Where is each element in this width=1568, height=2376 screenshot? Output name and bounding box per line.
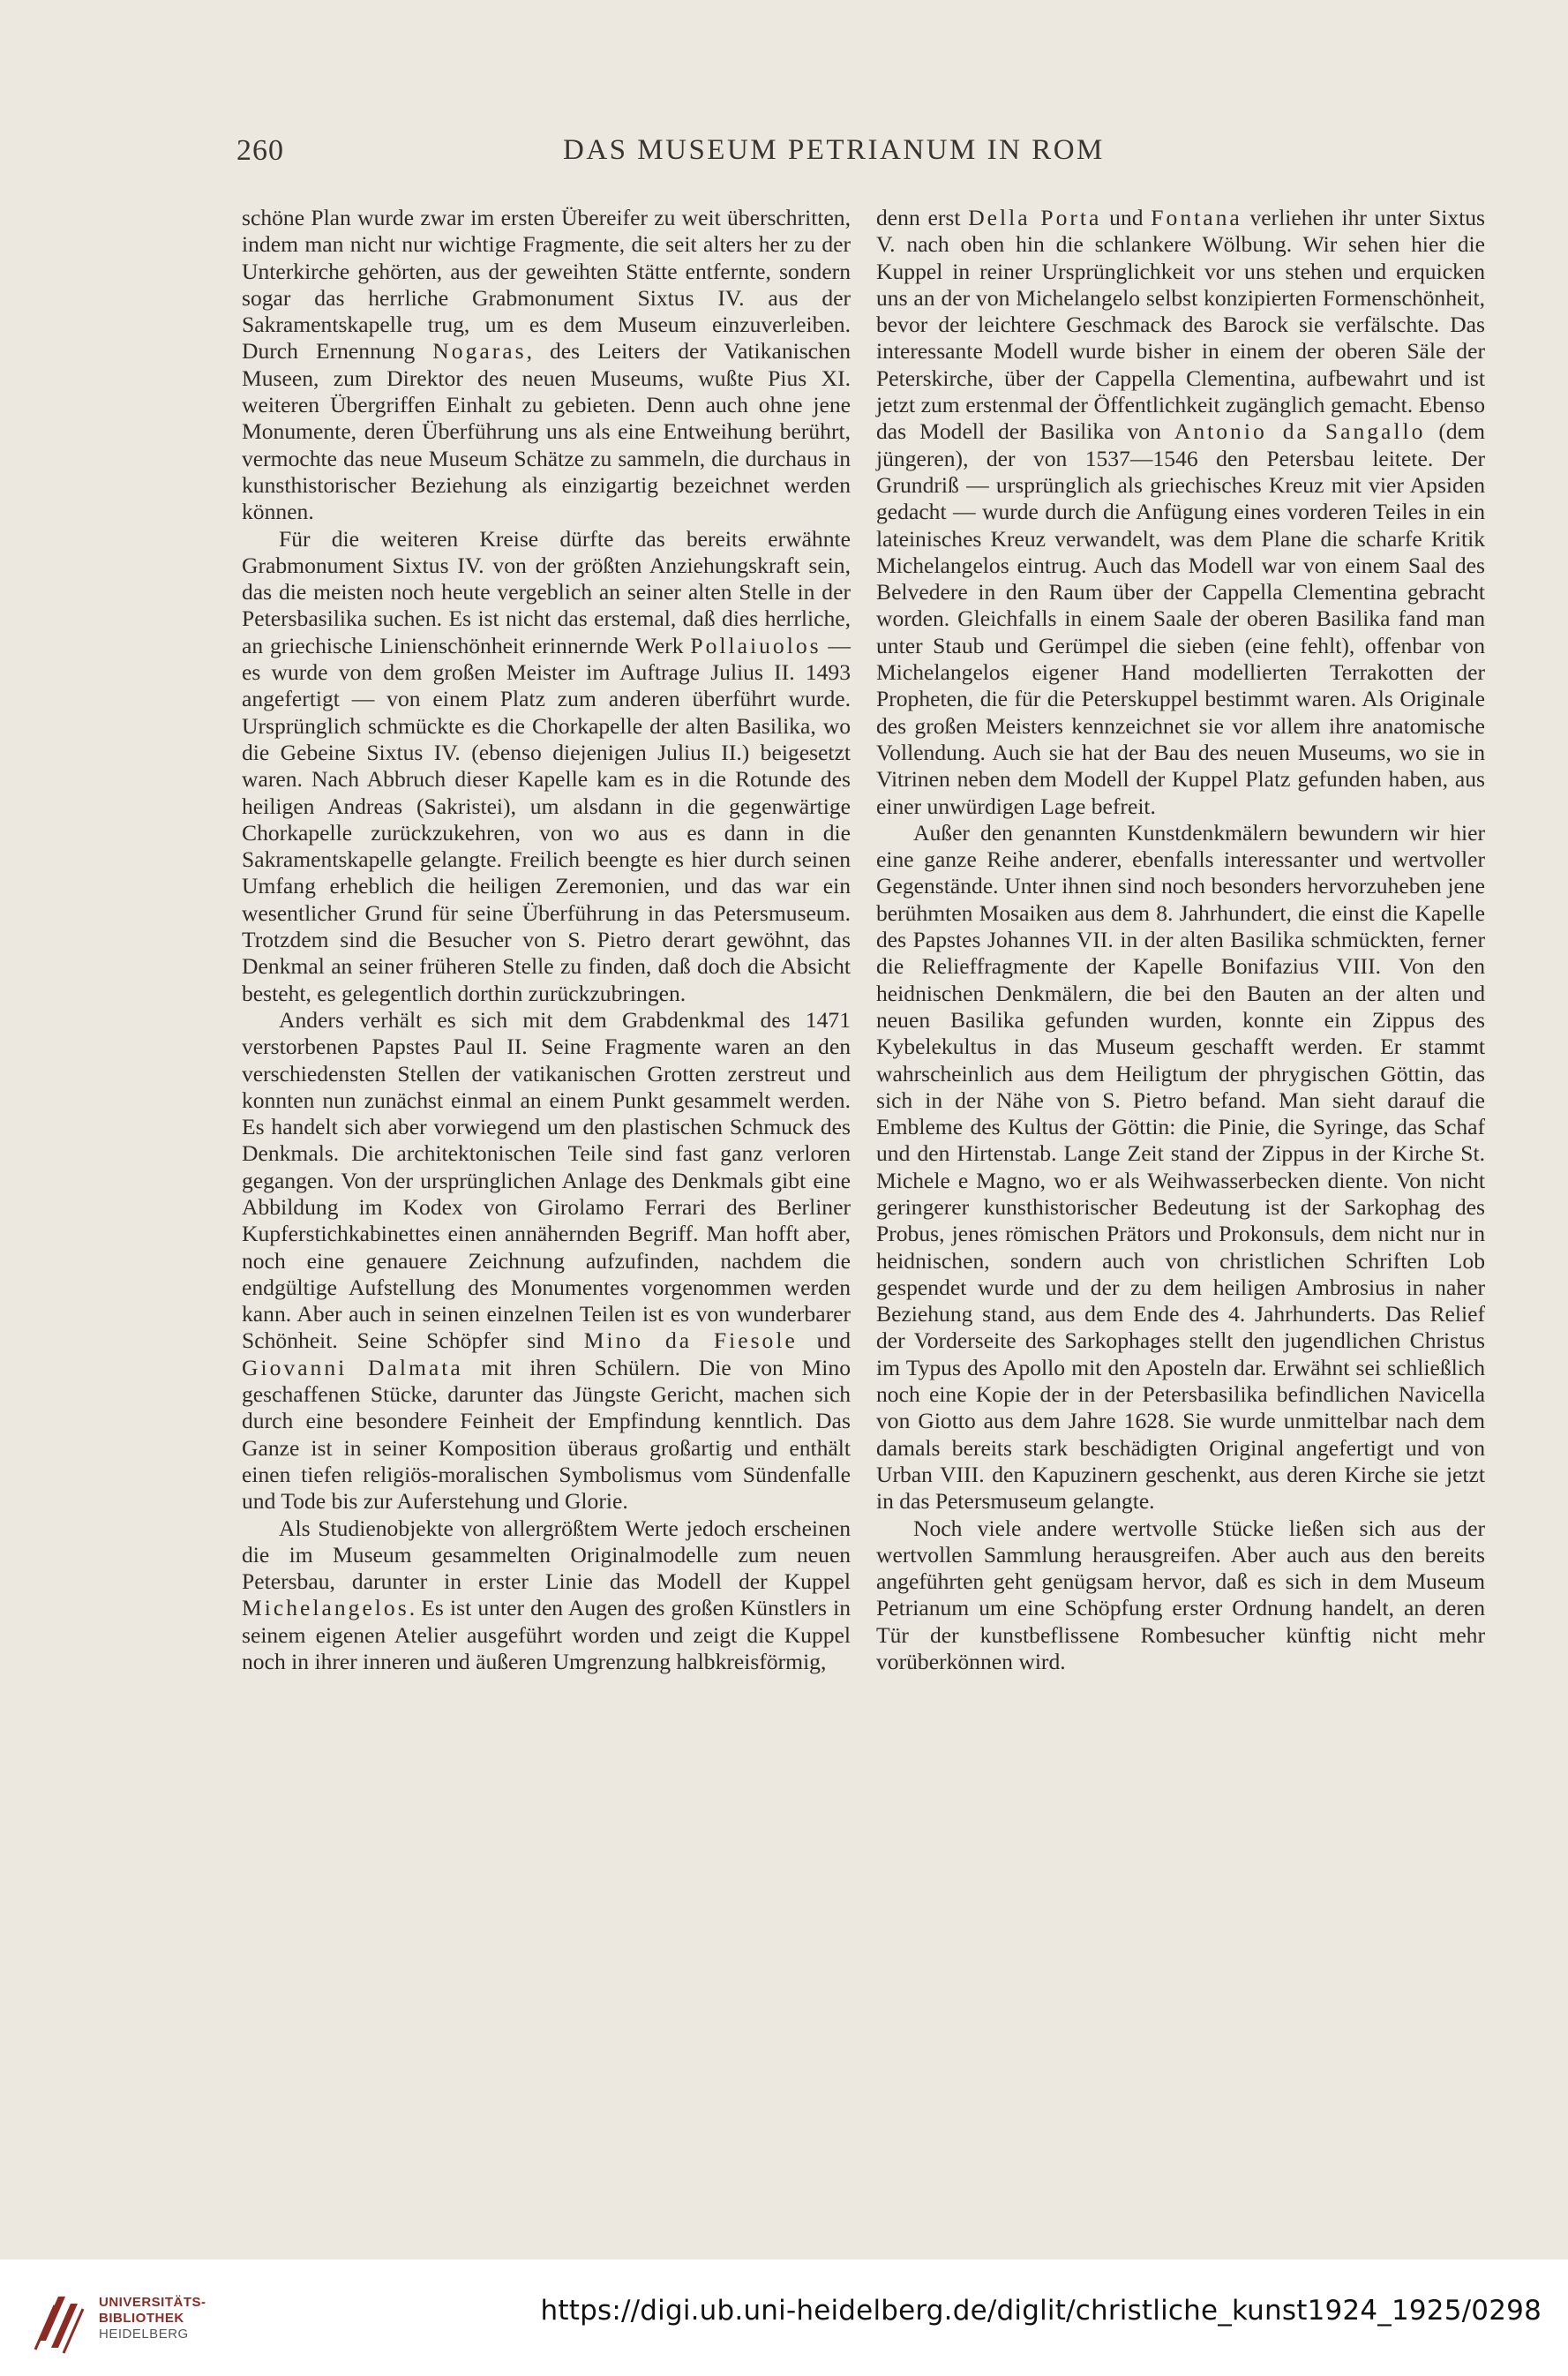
body-paragraph xyxy=(876,205,1485,820)
text-run: und xyxy=(797,1327,851,1354)
body-paragraph xyxy=(242,1515,851,1676)
page-header xyxy=(236,134,1332,178)
body-paragraph xyxy=(876,1515,1485,1676)
viewer-footer xyxy=(0,2259,1568,2376)
text-run: (dem jüngeren), der von 1537—1546 den Petersbau leitete. Der Grundriß — ursprünglich als griechisches Kreuz mit vier Apsiden gedacht — wurde durch die Anfügung eines vorderen Teiles in ein lateinisches Kreuz verwandelt, was dem Plane die scharfe Kritik Michelangelos eintrug. Auch das Modell war von einem Saal des Belvedere in den Raum über der Cappella Clementina gebracht worden. Gleichfalls in einem Saale der oberen Basilika fand man unter Staub und Gerümpel die sieben (eine fehlt), offenbar von Michelangelos eigener Hand modellierten Terrakotten der Propheten, die für die Peterskuppel bestimmt waren. Als Originale des großen Meisters kennzeichnet sie vor allem ihre anatomische Vollendung. Auch sie hat der Bau des neuen Museums, wo sie in Vitrinen neben dem Modell der Kuppel Platz gefunden haben, aus einer unwürdigen Lage befreit. xyxy=(876,418,1485,819)
library-name-line: HEIDELBERG xyxy=(99,2327,189,2342)
spaced-name: Mino da Fiesole xyxy=(583,1327,798,1354)
permalink-url[interactable]: https://digi.ub.uni-heidelberg.de/diglit/christliche_kunst1924_1925/0298 xyxy=(540,2295,1542,2327)
spaced-name: Michelangelos xyxy=(242,1595,409,1621)
body-paragraph xyxy=(242,205,851,526)
text-run: Noch viele andere wertvolle Stücke ließen sich aus der wertvollen Sammlung herausgreifen. Aber auch aus den bereits angeführten geht genügsam hervor, daß es sich in dem Museum Petrianum um eine Schöpfung erster Ordnung handelt, an deren Tür der kunstbeflissene Rombesucher künftig nicht mehr vorüberkönnen wird. xyxy=(876,1515,1485,1675)
text-column-right xyxy=(876,205,1485,1675)
spaced-name: Nogaras xyxy=(432,338,527,365)
library-name[interactable] xyxy=(99,2295,206,2342)
body-paragraph xyxy=(876,820,1485,1515)
body-paragraph xyxy=(242,1007,851,1515)
text-run: — es wurde von dem großen Meister im Auftrage Julius II. 1493 angefertigt — von einem Platz zum anderen überführt wurde. Ursprünglich schmückte es die Chorkapelle der alten Basilika, wo die Gebeine Sixtus IV. (ebenso diejenigen Julius II.) beigesetzt waren. Nach Abbruch dieser Kapelle kam es in die Rotunde des heiligen Andreas (Sakristei), um alsdann in die gegenwärtige Chorkapelle zurückzukehren, von wo aus es dann in die Sakramentskapelle gelangte. Freilich beengte es hier durch seinen Umfang erheblich die heiligen Zeremonien, und das war ein wesentlicher Grund für seine Überführung in das Petersmuseum. Trotzdem sind die Besucher von S. Pietro derart gewöhnt, das Denkmal an seiner früheren Stelle zu finden, daß doch die Absicht besteht, es gelegentlich dorthin zurückzubringen. xyxy=(242,632,851,1006)
running-title: DAS MUSEUM PETRIANUM IN ROM xyxy=(563,134,1105,166)
text-run: schöne Plan wurde zwar im ersten Übereifer zu weit überschritten, indem man nicht nur wichtige Fragmente, die seit alters her zu der Unterkirche gehörten, aus der geweihten Stätte entfernte, sondern sogar das herrliche Grabmonument Sixtus IV. aus der Sakramentskapelle trug, um es dem Museum einzuverleiben. Durch Ernennung xyxy=(242,205,851,365)
text-run: Für die weiteren Kreise dürfte das bereits erwähnte Grabmonument Sixtus IV. von der größten Anziehungskraft sein, das die meisten noch heute vergeblich an seiner alten Stelle in der Petersbasilika suchen. Es ist nicht das erstemal, daß dies herrliche, an griechische Linienschönheit erinnernde Werk xyxy=(242,525,851,658)
ub-heidelberg-logo-icon[interactable] xyxy=(32,2279,88,2357)
spaced-name: Fontana xyxy=(1151,205,1242,230)
text-run: und xyxy=(1101,205,1152,230)
text-run: , des Leiters der Vatikanischen Museen, zum Direktor des neuen Museums, wußte Pius XI. weiteren Übergriffen Einhalt zu gebieten. Denn auch ohne jene Monumente, deren Überführung uns als eine Entweihung berührt, vermochte das neue Museum Schätze zu sammeln, die durchaus in kunsthistorischer Beziehung als einzigartig bezeichnet werden können. xyxy=(242,338,851,525)
text-run: Als Studienobjekte von allergrößtem Werte jedoch erscheinen die im Museum gesammelten Originalmodelle zum neuen Petersbau, darunter in erster Linie das Modell der Kuppel xyxy=(242,1515,851,1595)
body-paragraph xyxy=(242,526,851,1007)
library-name-line: UNIVERSITÄTS- xyxy=(99,2295,206,2310)
text-run: . Es ist unter den Augen des großen Künstlers in seinem eigenen Atelier ausgeführt worden und zeigt die Kuppel noch in ihrer inneren und äußeren Umgrenzung halbkreisförmig, xyxy=(242,1595,851,1675)
spaced-name: Della Porta xyxy=(968,205,1102,230)
spaced-name: Giovanni Dalmata xyxy=(242,1354,463,1380)
text-run: Anders verhält es sich mit dem Grabdenkmal des 1471 verstorbenen Papstes Paul II. Seine Fragmente waren an den verschiedensten Stellen der vatikanischen Grotten zerstreut und konnten nun zunächst einmal an einem Punkt gesammelt werden. Es handelt sich aber vorwiegend um den plastischen Schmuck des Denkmals. Die architektonischen Teile sind fast ganz verloren gegangen. Von der ursprünglichen Anlage des Denkmals gibt eine Abbildung im Kodex von Girolamo Ferrari des Berliner Kupferstichkabinettes einen annähernden Begriff. Man hofft aber, noch eine genauere Zeichnung aufzufinden, nachdem die endgültige Aufstellung des Monumentes vorgenommen werden kann. Aber auch in seinen einzelnen Teilen ist es von wunderbarer Schönheit. Seine Schöpfer sind xyxy=(242,1006,851,1354)
spaced-name: Pollaiuolos xyxy=(690,632,822,658)
text-column-left xyxy=(242,205,851,1675)
text-run: mit ihren Schülern. Die von Mino geschaffenen Stücke, darunter das Jüngste Gericht, machen sich durch eine besondere Feinheit der Empfindung kenntlich. Das Ganze ist in seiner Komposition überaus großartig und enthält einen tiefen religiös-moralischen Symbolismus vom Sündenfalle und Tode bis zur Auferstehung und Glorie. xyxy=(242,1354,851,1515)
library-name-line: BIBLIOTHEK xyxy=(99,2311,184,2326)
page-number: 260 xyxy=(236,134,284,167)
spaced-name: Antonio da Sangallo xyxy=(1174,418,1426,445)
text-run: denn erst xyxy=(876,205,969,230)
text-run: verliehen ihr unter Sixtus V. nach oben hin die schlankere Wölbung. Wir sehen hier die Kuppel in reiner Ursprünglichkeit vor uns stehen und erquicken uns an der von Michelangelo selbst konzipierten Formenschönheit, bevor der leichtere Geschmack des Barock sie verfälschte. Das interessante Modell wurde bisher in einem der oberen Säle der Peterskirche, über der Cappella Clementina, aufbewahrt und ist jetzt zum erstenmal der Öffentlichkeit zugänglich gemacht. Ebenso das Modell der Basilika von xyxy=(876,205,1485,445)
text-run: Außer den genannten Kunstdenkmälern bewundern wir hier eine ganze Reihe anderer, ebenfalls interessanter und wertvoller Gegenstände. Unter ihnen sind noch besonders hervorzuheben jene berühmten Mosaiken aus dem 8. Jahrhundert, die einst die Kapelle des Papstes Johannes VII. in der alten Basilika schmückten, ferner die Relieffragmente der Kapelle Bonifazius VIII. Von den heidnischen Denkmälern, die bei den Bauten an der alten und neuen Basilika gefunden wurden, konnte ein Zippus des Kybelekultus in das Museum geschafft werden. Er stammt wahrscheinlich aus dem Heiligtum der phrygischen Göttin, das sich in der Nähe von S. Pietro befand. Man sieht darauf die Embleme des Kultus der Göttin: die Pinie, die Syringe, das Schaf und den Hirtenstab. Lange Zeit stand der Zippus in der Kirche St. Michele e Magno, wo er als Weihwasserbecken diente. Von nicht geringerer kunsthistorischer Bedeutung ist der Sarkophag des Probus, jenes römischen Prätors und Prokonsuls, dem nicht nur in heidnischen, sondern auch von christlichen Schriften Lob gespendet wurde und der zu dem heiligen Ambrosius in naher Beziehung stand, aus dem Ende des 4. Jahrhunderts. Das Relief der Vorderseite des Sarkophages stellt den jugendlichen Christus im Typus des Apollo mit den Aposteln dar. Erwähnt sei schließlich noch eine Kopie der in der Petersbasilika befindlichen Navicella von Giotto aus dem Jahre 1628. Sie wurde unmittelbar nach dem damals bereits stark beschädigten Original angefertigt und von Urban VIII. den Kapuzinern geschenkt, aus deren Kirche sie jetzt in das Petersmuseum gelangte. xyxy=(876,819,1485,1515)
